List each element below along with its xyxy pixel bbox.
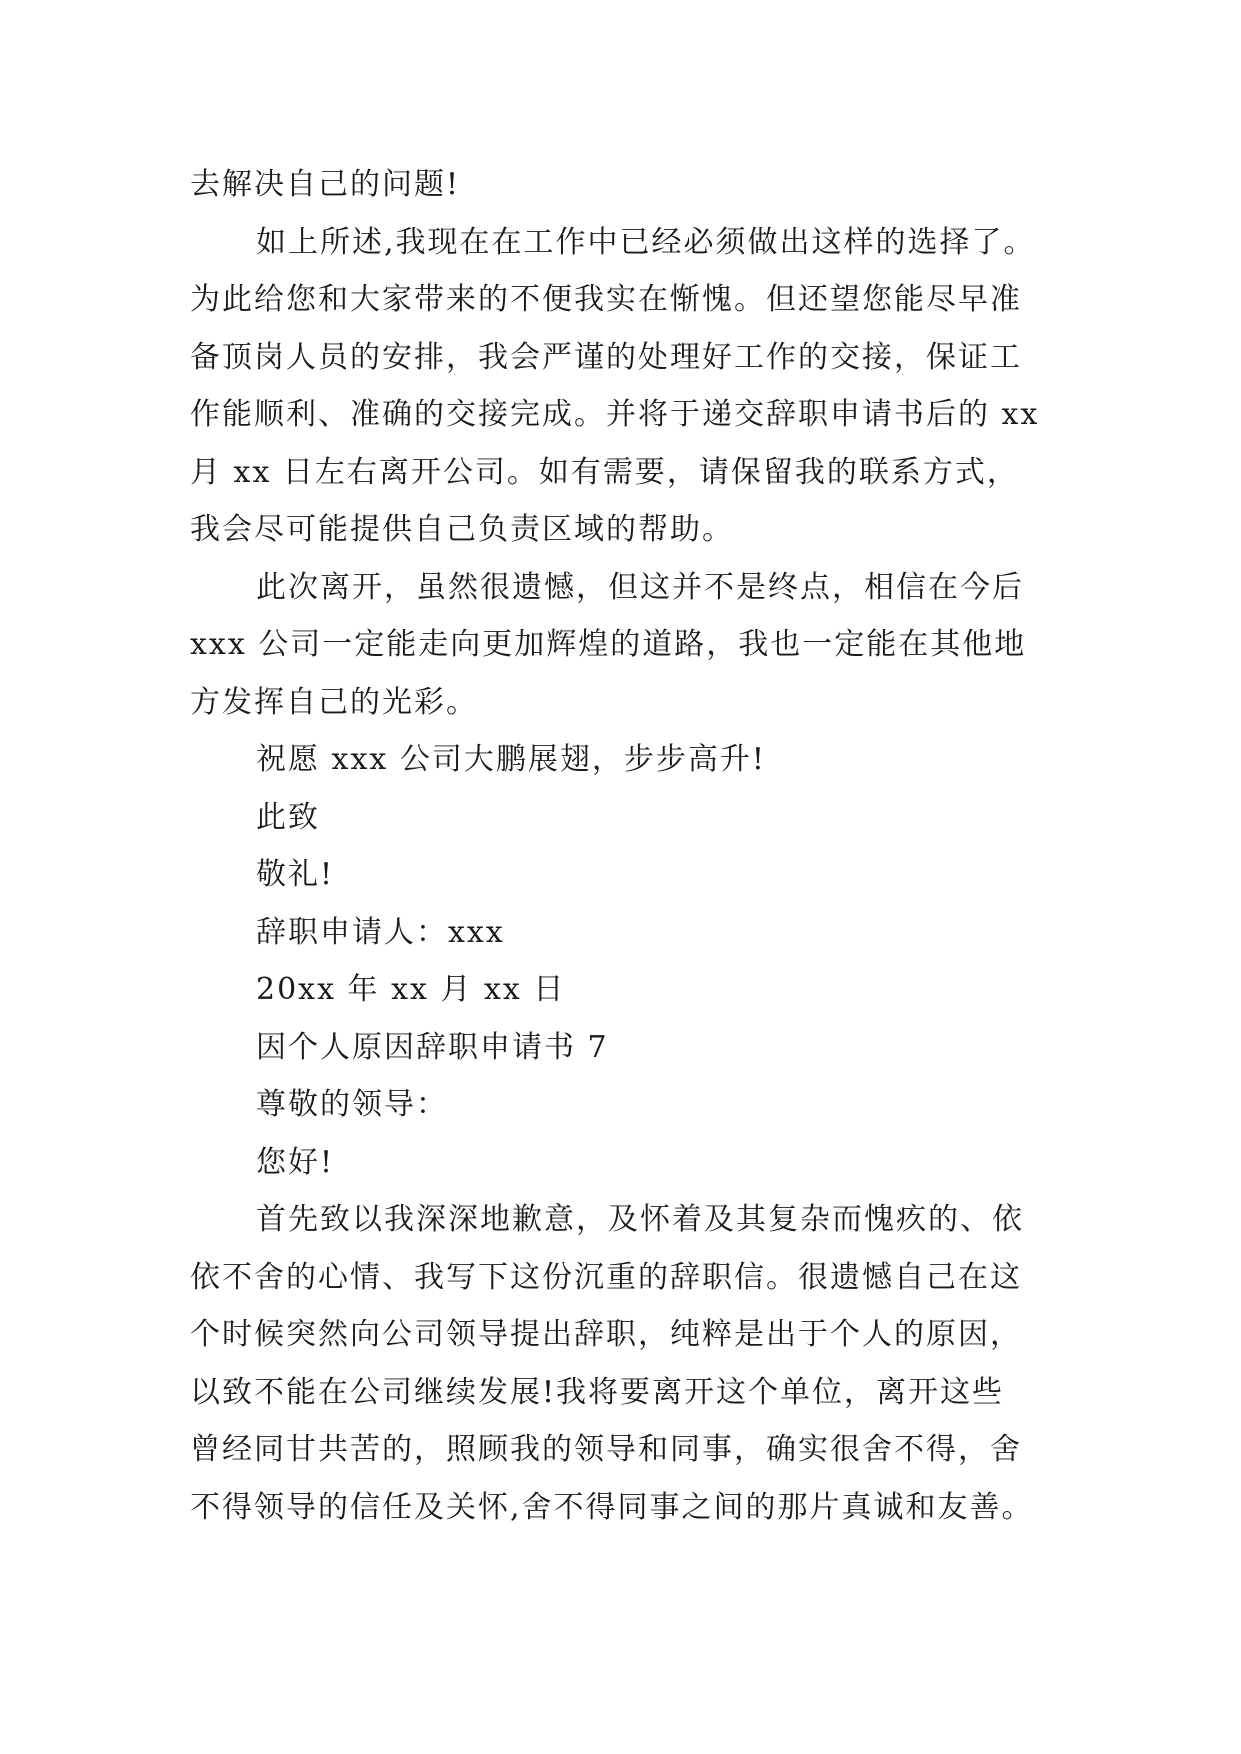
text-line: 去解决自己的问题!	[190, 167, 461, 202]
text-line: 个时候突然向公司领导提出辞职，纯粹是出于个人的原因，	[190, 1317, 1022, 1352]
text-line: 因个人原因辞职申请书 7	[256, 1030, 609, 1065]
text-line: 曾经同甘共苦的，照顾我的领导和同事，确实很舍不得，舍	[190, 1432, 1022, 1467]
text-line: 祝愿 xxx 公司大鹏展翅，步步高升!	[256, 742, 766, 777]
text-line: 为此给您和大家带来的不便我实在惭愧。但还望您能尽早准	[190, 282, 1022, 317]
text-line: 备顶岗人员的安排，我会严谨的处理好工作的交接，保证工	[190, 340, 1022, 375]
text-line: 此致	[256, 800, 320, 835]
text-line: 不得领导的信任及关怀,舍不得同事之间的那片真诚和友善。	[190, 1490, 1034, 1525]
text-line: 作能顺利、准确的交接完成。并将于递交辞职申请书后的 xx	[190, 397, 1040, 432]
text-line: 20xx 年 xx 月 xx 日	[256, 972, 566, 1007]
text-line: 月 xx 日左右离开公司。如有需要，请保留我的联系方式，	[190, 455, 1019, 490]
text-line: 此次离开，虽然很遗憾，但这并不是终点，相信在今后	[256, 570, 1024, 605]
text-line: 首先致以我深深地歉意，及怀着及其复杂而愧疚的、依	[256, 1202, 1024, 1237]
text-line: 方发挥自己的光彩。	[190, 685, 478, 720]
text-line: 我会尽可能提供自己负责区域的帮助。	[190, 512, 734, 547]
text-line: 辞职申请人：xxx	[256, 915, 505, 950]
text-line: 尊敬的领导：	[256, 1087, 448, 1122]
text-line: 依不舍的心情、我写下这份沉重的辞职信。很遗憾自己在这	[190, 1260, 1022, 1295]
text-line: 敬礼!	[256, 857, 335, 892]
text-line: xxx 公司一定能走向更加辉煌的道路，我也一定能在其他地	[190, 627, 1027, 662]
text-line: 如上所述,我现在在工作中已经必须做出这样的选择了。	[256, 225, 1036, 260]
text-line: 您好!	[256, 1145, 335, 1180]
text-line: 以致不能在公司继续发展!我将要离开这个单位，离开这些	[190, 1375, 1005, 1410]
